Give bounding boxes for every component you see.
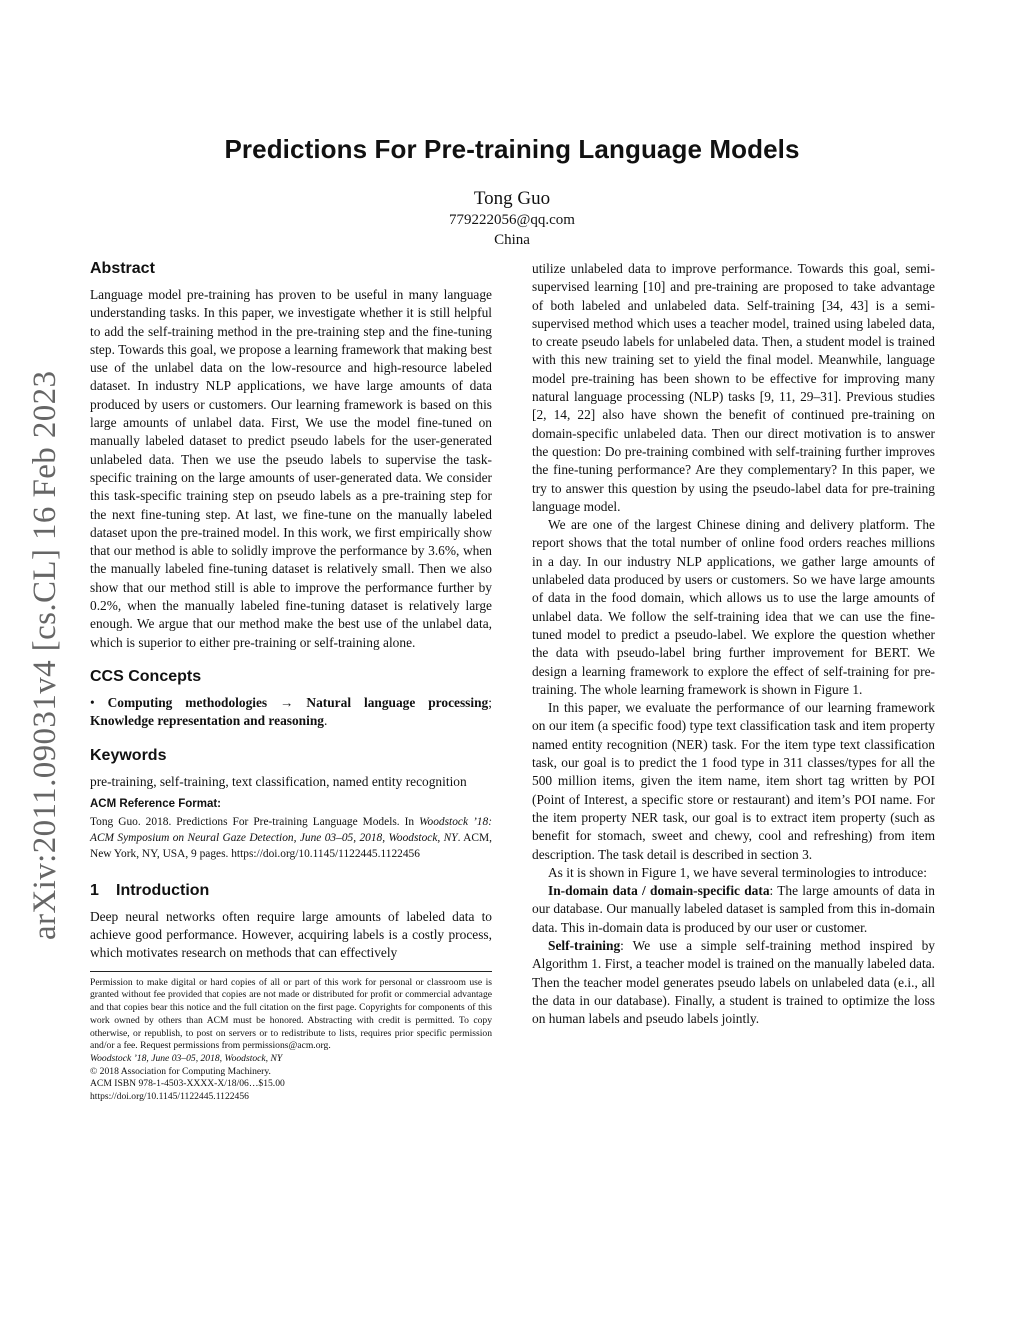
footnote-permission: Permission to make digital or hard copies of all or part of this work for personal or classroom use is granted without fee provided that copies are not made or distributed for profit or commercial advantage and that copies bear this notice and the full citation on the first page. Copyrights for components of this work owned by others than ACM must be honored. Abstracting with credit is permitted. To copy otherwise, or republish, to post on servers or to redistribute to lists, requires prior specific permission and/or a fee. Request permissions from permissions@acm.org. — [90, 976, 492, 1052]
footnote-venue — [90, 1053, 492, 1066]
ccs-heading: CCS Concepts — [90, 667, 202, 685]
intro-text: Deep neural networks often require large amounts of labeled data to achieve good performance. However, acquiring labels is a costly process, which motivates research on methods that can effectively — [90, 908, 492, 961]
footnote-isbn: ACM ISBN 978-1-4503-XXXX-X/18/06…$15.00 — [90, 1078, 285, 1090]
term-self-training: Self-training — [548, 937, 621, 953]
paper-title: Predictions For Pre-training Language Models — [224, 134, 800, 164]
right-column — [532, 260, 935, 1028]
keywords-text: pre-training, self-training, text classification, named entity recognition — [90, 773, 467, 789]
ccs-concept-kr: Knowledge representation and reasoning — [90, 713, 324, 729]
abstract-text: Language model pre-training has proven to be useful in many language understanding tasks. In this paper, we investigate whether it is still helpful to add the self-training method in the pre-training step and the fine-tuning step. Towards this goal, we propose a learning framework that making best use of the unlabel data on the low-resource and high-resource labeled dataset. In industry NLP applications, we have large amounts of data produced by users or customers. Our learning framework is based on this large amounts of unlabel data. First, We use the model fine-tuned on manually labeled dataset to predict pseudo labels for the user-generated unlabeled data. Then we use the pseudo labels to supervise the task-specific training on the large amounts of user-generated data. We consider this task-specific training step on pseudo labels as a pre-training step for the next fine-tuning step. At last, we fine-tune on the manually labeled dataset upon the pre-trained model. In this work, we first empirically show that our method is able to solidly improve the performance by 3.6%, when the manually labeled fine-tuning dataset is relatively small. Then we also show that our method still is able to improve the performance further by 0.2%, when the manually labeled fine-tuning dataset is relatively large enough. We argue that our method make the best use of the unlabel data, which is superior to either pre-training or self-training alone. — [90, 287, 492, 650]
body-paragraph-3: In this paper, we evaluate the performance of our learning framework on our item (a specific food) type text classification task and item property named entity recognition (NER) task. For the item type text classification task, our goal is to predict the 1 food type in 311 classes/types for all the 500 million items, given the item name, item short tag written by POI (Point of Interest, a specific store or restaurant) and item’s POI name. For the item property NER task, our goal is to extract item property (such as benefit for stomach, sweet and chewy, cool and refreshing) from item description. The task detail is described in section 3. — [532, 700, 935, 862]
acm-ref-heading: ACM Reference Format: — [90, 797, 221, 810]
acm-ref-text — [90, 814, 492, 862]
acm-ref-venue: Woodstock ’18: ACM Symposium on Neural Gaze Detection, June 03–05, 2018, Woodstock, NY — [90, 815, 492, 844]
ccs-arrow: → — [267, 694, 307, 710]
keywords-heading: Keywords — [90, 746, 167, 764]
footnote-venue-text: Woodstock ’18, June 03–05, 2018, Woodstock, NY — [90, 1052, 283, 1064]
arxiv-stamp: arXiv:2011.09031v4 [cs.CL] 16 Feb 2023 — [27, 370, 63, 940]
body-paragraph-4: As it is shown in Figure 1, we have several terminologies to introduce: — [548, 864, 927, 880]
author-email: 779222056@qq.com — [449, 212, 575, 228]
author-block — [0, 188, 1024, 250]
ccs-bullet: • — [90, 694, 95, 710]
abstract-heading: Abstract — [90, 260, 155, 277]
acm-ref-lead: Tong Guo. 2018. Predictions For Pre-training Language Models. In — [90, 815, 420, 828]
ccs-concepts — [90, 694, 492, 731]
left-column — [90, 258, 492, 1104]
ccs-concept-nlp: Natural language processing — [306, 694, 489, 710]
body-paragraph-2: We are one of the largest Chinese dining and delivery platform. The report shows that the total number of online food orders reaches millions in a day. In our industry NLP applications, we gather large amounts of unlabeled data produced by users or customers. So we have large amounts of data in the food domain, which allows us to use the large amounts of unlabel data. We follow the self-training idea that we can use the fine-tuned model to predict a pseudo-label. We explore the question whether the data with pseudo-label bring further improvement for BERT. We design a learning framework to explore the effect of self-training for pre-training. The whole learning framework is shown in Figure 1. — [532, 517, 935, 697]
term-in-domain-data: In-domain data / domain-specific data — [548, 883, 770, 899]
ccs-separator: ; — [488, 694, 492, 710]
footnote-copyright: © 2018 Association for Computing Machinery. — [90, 1065, 271, 1077]
ccs-concept-computing: Computing methodologies — [107, 694, 268, 710]
footnote-doi: https://doi.org/10.1145/1122445.1122456 — [90, 1091, 249, 1103]
term-in-domain-text: : The large amounts of data in our database. Our manually labeled dataset is sampled from this in-domain data. This in-domain data is produced by our user or customer. — [532, 883, 935, 935]
author-affiliation: China — [494, 232, 530, 248]
body-paragraph-1: utilize unlabeled data to improve performance. Towards this goal, semi-supervised learning [10] and pre-training are proposed to take advantage of both labeled and unlabeled data. Self-training [34, 43] is a semi-supervised method which uses a teacher model, trained using labeled data, to create pseudo labels for unlabeled data. Then, a student model is trained with this new training set to yield the final model. Meanwhile, language model pre-training has been shown to be effective for improving many natural language processing (NLP) tasks [9, 11, 29–31]. Previous studies [2, 14, 22] also have shown the benefit of continued pre-training on domain-specific unlabeled data. Then our direct motivation is to answer the question: Do pre-training combined with self-training further improves the fine-tuning performance? Are they complementary? In this paper, we try to answer this question by using the pseudo-label data for pre-training language model. — [532, 261, 935, 514]
intro-title: Introduction — [116, 881, 210, 899]
body-paragraph-5 — [532, 882, 935, 937]
term-self-training-text: : We use a simple self-training method inspired by Algorithm 1. First, a teacher model is trained on the manually labeled data. Then the teacher model generates pseudo labels on unlabeled data (e.i., all the data in our database). Finally, a student is trained to optimize the loss on human labels and pseudo labels jointly. — [532, 937, 935, 1027]
intro-number: 1 — [90, 881, 99, 899]
intro-heading — [90, 880, 492, 902]
ccs-end: . — [323, 713, 328, 729]
acm-ref-tail: . ACM, New York, NY, USA, 9 pages. https://doi.org/10.1145/1122445.1122456 — [90, 831, 492, 860]
author-name: Tong Guo — [473, 188, 551, 209]
body-paragraph-6 — [532, 937, 935, 1028]
footnote-rule — [90, 971, 492, 972]
